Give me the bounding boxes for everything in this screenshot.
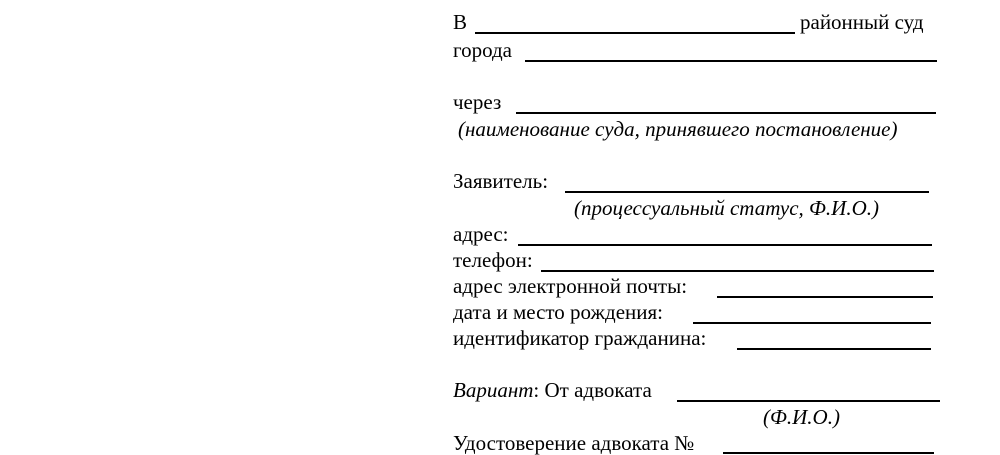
variant-label: Вариант (453, 378, 534, 402)
prefix-v: В (453, 10, 468, 34)
phone-label: телефон: (453, 248, 533, 272)
through-blank (516, 112, 936, 114)
through-label: через (453, 90, 502, 114)
citizen-id-label: идентификатор гражданина: (453, 326, 707, 350)
court-name-blank (475, 32, 795, 34)
lawyer-name-caption: (Ф.И.О.) (763, 405, 840, 429)
birth-label: дата и место рождения: (453, 300, 664, 324)
email-label: адрес электронной почты: (453, 274, 688, 298)
birth-blank (693, 322, 931, 324)
email-blank (717, 296, 933, 298)
variant-line (453, 380, 652, 401)
applicant-caption: (процессуальный статус, Ф.И.О.) (574, 196, 879, 220)
district-court-label: районный суд (800, 10, 924, 34)
lawyer-name-blank (677, 400, 940, 402)
variant-text: : От адвоката (533, 378, 652, 402)
citizen-id-blank (737, 348, 931, 350)
city-blank (525, 60, 937, 62)
address-blank (518, 244, 932, 246)
address-label: адрес: (453, 222, 509, 246)
phone-blank (541, 270, 934, 272)
applicant-blank (565, 191, 929, 193)
city-label: города (453, 38, 512, 62)
applicant-label: Заявитель: (453, 169, 549, 193)
court-caption: (наименование суда, принявшего постановление) (458, 117, 898, 141)
certificate-label: Удостоверение адвоката № (453, 431, 695, 455)
